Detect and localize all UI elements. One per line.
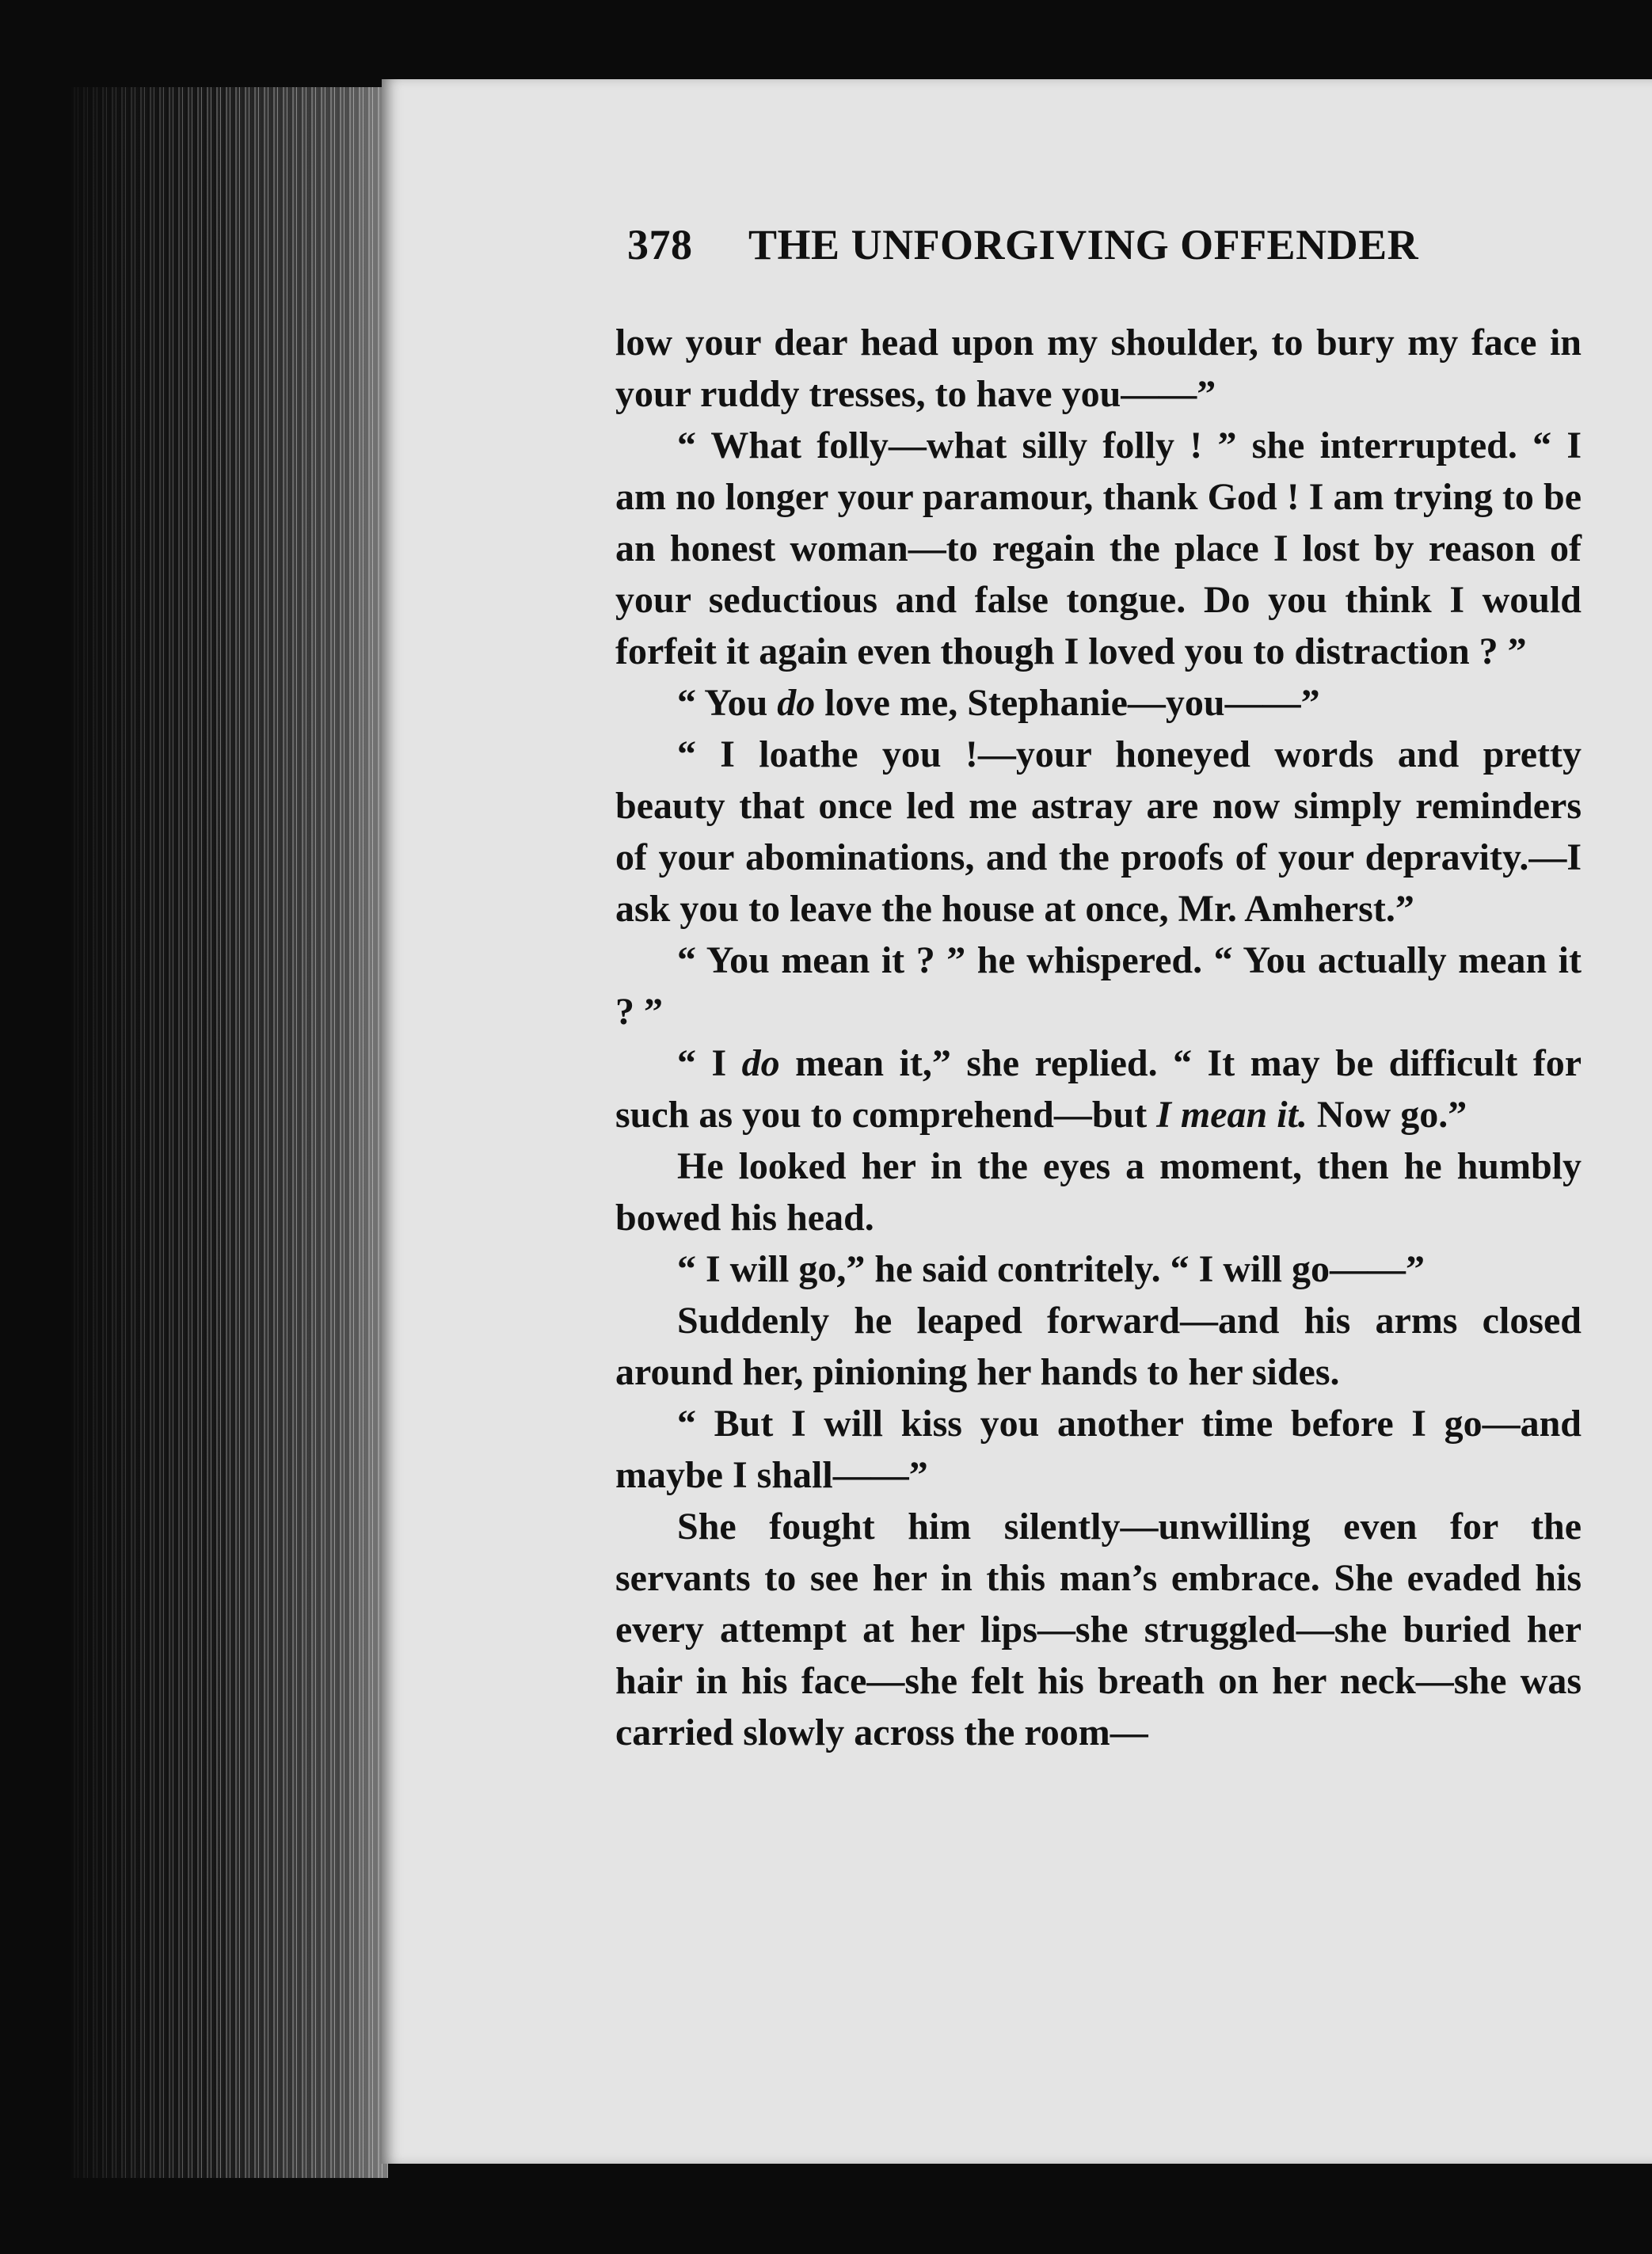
paragraph-text: “ You [677, 682, 778, 724]
paragraph-text: love me, Stephanie—you——” [815, 682, 1320, 724]
paragraph-text: She fought him silently—unwilling even for the servants to see her in this man’s embrace. She evaded his every attempt at her lips—she struggled—she buried her hair in his face—she felt his breath on her neck—she was carried slowly across the room— [615, 1506, 1582, 1753]
paragraph [615, 1398, 1582, 1501]
paragraph-text: Suddenly he leaped forward—and his arms closed around her, pinioning her hands to her sides. [615, 1300, 1582, 1393]
emphasis-text: do [741, 1042, 780, 1084]
emphasis-text: do [777, 682, 816, 724]
paragraph-text: low your dear head upon my shoulder, to bury my face in your ruddy tresses, to have you——” [615, 322, 1582, 415]
paragraph [615, 677, 1582, 729]
paragraph-text: “ I [677, 1042, 742, 1084]
paragraph [615, 317, 1582, 420]
paragraph [615, 935, 1582, 1038]
paragraph [615, 1295, 1582, 1398]
book-gutter-shadow [71, 87, 388, 2178]
paragraph-text: “ I loathe you !—your honeyed words and pretty beauty that once led me astray are now simply reminders of your abominations, and the proofs of your depravity.—I ask you to leave the house at once, Mr. Amherst.” [615, 733, 1582, 930]
paragraph [615, 1501, 1582, 1758]
paragraph-text: “ I will go,” he said contritely. “ I will go——” [677, 1248, 1426, 1290]
paragraph [615, 1243, 1582, 1295]
running-head-title: THE UNFORGIVING OFFENDER [748, 221, 1419, 268]
paragraph-text: Now go.” [1307, 1094, 1467, 1136]
paragraph-text: “ But I will kiss you another time before I go—and maybe I shall——” [615, 1403, 1582, 1496]
paragraph [615, 420, 1582, 677]
book-page [382, 79, 1652, 2164]
paragraph [615, 1038, 1582, 1140]
page-number: 378 [627, 221, 693, 268]
emphasis-text: I mean it. [1156, 1094, 1308, 1136]
paragraph-text: “ You mean it ? ” he whispered. “ You actually mean it ? ” [615, 939, 1582, 1033]
page-body-text [615, 317, 1582, 1758]
running-header [627, 220, 1578, 269]
paragraph-text: He looked her in the eyes a moment, then he humbly bowed his head. [615, 1145, 1582, 1239]
paragraph-text: “ What folly—what silly folly ! ” she interrupted. “ I am no longer your paramour, thank God ! I am trying to be an honest woman—to regain the place I lost by reason of your seductious and false tongue. Do you think I would forfeit it again even though I loved you to distraction ? ” [615, 425, 1582, 672]
paragraph [615, 729, 1582, 935]
paragraph-text: mean it,” she replied. “ It may be difficult for such as you to comprehend—but [615, 1042, 1582, 1136]
paragraph [615, 1140, 1582, 1243]
